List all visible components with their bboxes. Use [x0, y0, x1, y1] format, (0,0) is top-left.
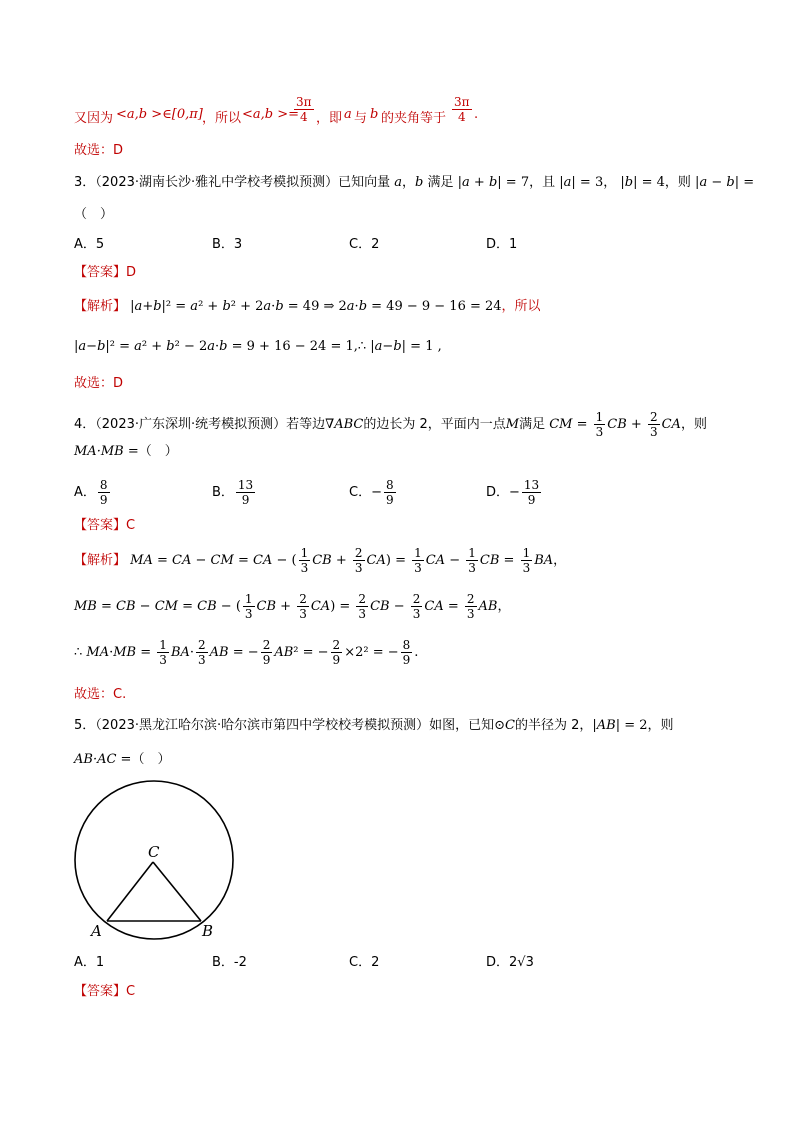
- circle-figure: [64, 770, 264, 948]
- intro-line: 又因为 <a,b >∈[0,π] ，所以 <a,b >= $\frac{3\pi}{4}$ ，即 a 与 b 的夹角等于 $\frac{3\pi}{4}$ .: [74, 95, 479, 126]
- q3-option-c: C．2: [349, 237, 380, 252]
- q4-options: [74, 472, 674, 512]
- q4-option-b: B． $\frac{13}{9}$: [212, 478, 254, 507]
- q3-option-a: A．5: [74, 237, 105, 252]
- q3-options: [74, 235, 674, 255]
- q4-stem-2: MA·MB =（ ）: [74, 444, 178, 459]
- segment-cb: [153, 862, 201, 921]
- q3-choose: 故选：D: [74, 376, 124, 391]
- q4-analysis-2: MB = CB − CM = CB − ( $\frac{1}{3}$ CB + $\frac{2}{3}$ CA) = $\frac{2}{3}$ CB − $\frac{2}{3}$ CA = $\frac{2}{3}$ AB，: [74, 592, 511, 621]
- q5-stem: 5．（2023·黑龙江哈尔滨·哈尔滨市第四中学校校考模拟预测）如图，已知⊙C的半径为 2，|AB| = 2，则: [74, 718, 674, 733]
- q5-options: [74, 953, 674, 973]
- label-b: B: [202, 922, 214, 940]
- q4-answer: 【答案】C: [74, 518, 136, 533]
- q5-option-a: A．1: [74, 955, 105, 970]
- q3-option-b: B．3: [212, 237, 243, 252]
- q5-option-c: C．2: [349, 955, 380, 970]
- q4-option-d: D．− $\frac{13}{9}$: [486, 478, 540, 507]
- q3-analysis-2: |a−b|² = a² + b² − 2a·b = 9 + 16 − 24 = 1,∴ |a−b| = 1 ,: [74, 339, 442, 354]
- q3-paren: （ ）: [74, 207, 114, 222]
- q5-answer: 【答案】C: [74, 984, 136, 999]
- q4-answer-value: C: [126, 518, 136, 533]
- q5-answer-value: C: [126, 984, 136, 999]
- intro-choose: 故选：D: [74, 143, 124, 158]
- q3-stem: 3．（2023·湖南长沙·雅礼中学校考模拟预测）已知向量 a，b 满足 |a + b| = 7，且 |a| = 3， |b| = 4，则 |a − b| =: [74, 175, 755, 190]
- q3-answer-value: D: [126, 265, 137, 280]
- q5-option-d: D．2√3: [486, 955, 534, 970]
- q4-choose: 故选：C.: [74, 687, 127, 702]
- q3-analysis-1: 【解析】 |a+b|² = a² + b² + 2a·b = 49 ⇒ 2a·b = 49 − 9 − 16 = 24，所以: [74, 299, 541, 314]
- q4-analysis-3: ∴ MA·MB = $\frac{1}{3}$ BA· $\frac{2}{3}$ AB = − $\frac{2}{9}$ AB² = − $\frac{2}{9}$ ×2² = − $\frac{8}{9}$ .: [74, 638, 419, 667]
- q3-answer: 【答案】D: [74, 265, 137, 280]
- q4-option-a: A． $\frac{8}{9}$: [74, 478, 108, 507]
- label-a: A: [91, 922, 102, 940]
- q5-option-b: B．-2: [212, 955, 247, 970]
- segment-ca: [107, 862, 153, 921]
- q5-stem-2: AB·AC =（ ）: [74, 752, 171, 767]
- q4-analysis-1: 【解析】 MA = CA − CM = CA − ( $\frac{1}{3}$ CB + $\frac{2}{3}$ CA) = $\frac{1}{3}$ CA − $\frac{1}{3}$ CB = $\frac{1}{3}$ BA，: [74, 546, 567, 575]
- q4-stem: 4．（2023·广东深圳·统考模拟预测）若等边∇ABC的边长为 2，平面内一点M满足 CM = $\frac{1}{3}$ CB + $\frac{2}{3}$ CA，则: [74, 410, 707, 439]
- label-c: C: [148, 843, 160, 861]
- q4-option-c: C．− $\frac{8}{9}$: [349, 478, 394, 507]
- q3-option-d: D．1: [486, 237, 518, 252]
